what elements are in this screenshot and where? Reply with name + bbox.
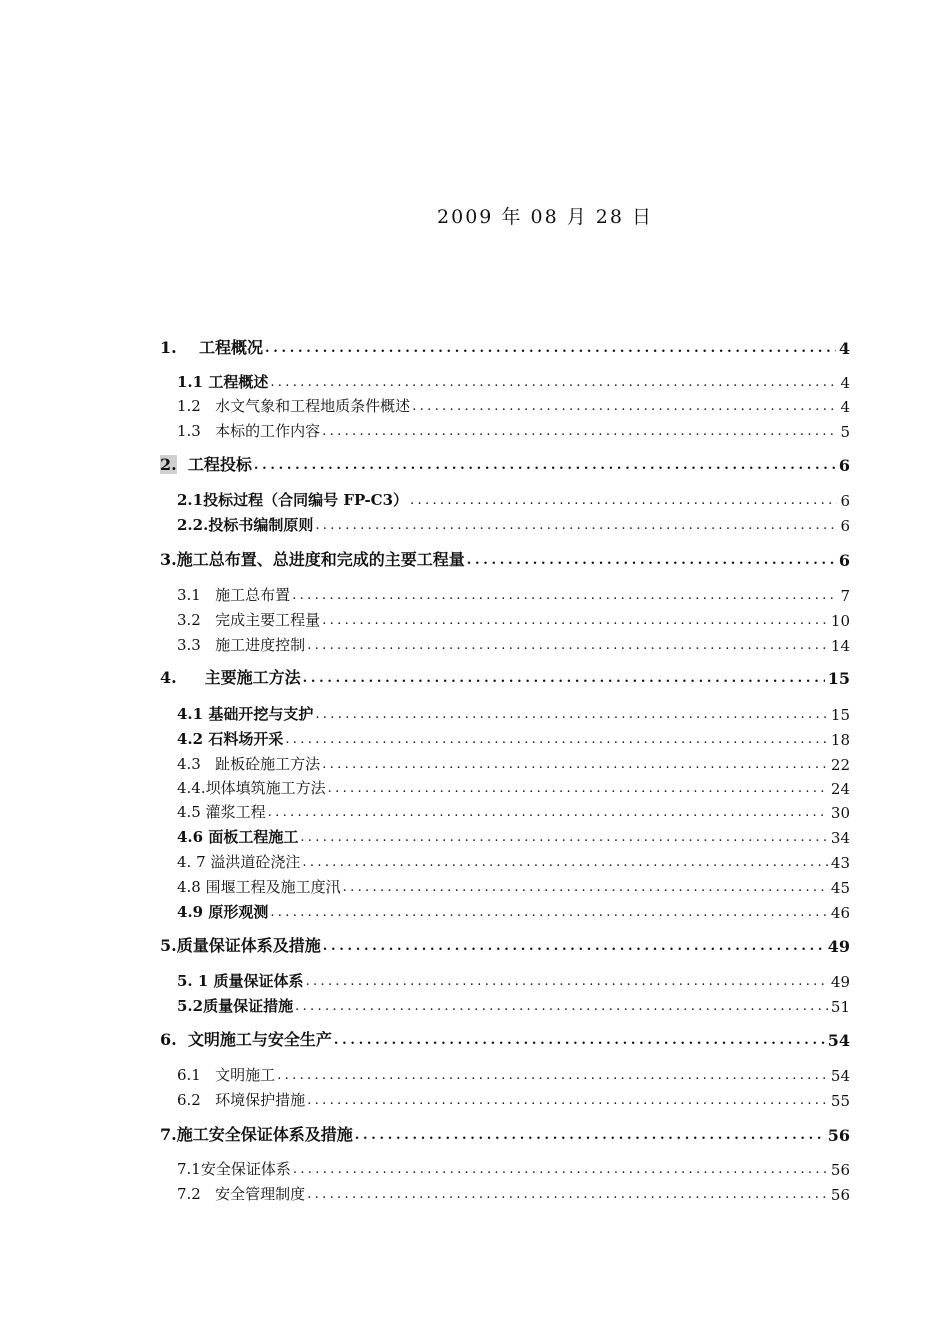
toc-entry-number: 1.2	[177, 397, 201, 415]
toc-chapter-entry[interactable]	[160, 1123, 850, 1145]
toc-page-number: 6	[840, 517, 850, 535]
toc-page-number: 56	[830, 1161, 850, 1179]
toc-entry-label: 施工进度控制	[215, 636, 306, 654]
toc-entry-number: 4.4.	[177, 779, 206, 797]
toc-entry-label: 主要施工方法	[204, 668, 301, 687]
toc-section-entry[interactable]	[177, 608, 850, 630]
toc-section-entry[interactable]	[177, 776, 850, 798]
toc-entry-title	[160, 933, 321, 956]
toc-entry-number: 5.	[160, 936, 177, 955]
toc-entry-label: 质量保证措施	[203, 997, 294, 1015]
dot-leader	[300, 831, 828, 844]
toc-page-number: 45	[830, 879, 850, 897]
toc-section-entry[interactable]	[177, 633, 850, 655]
toc-entry-label: 水文气象和工程地质条件概述	[215, 397, 411, 415]
toc-entry-label: 投标过程（合同编号 FP-C3）	[203, 491, 409, 509]
toc-section-entry[interactable]	[177, 1157, 850, 1179]
dot-leader	[307, 1094, 828, 1107]
toc-chapter-entry[interactable]	[160, 666, 850, 688]
toc-entry-title	[177, 851, 300, 872]
toc-entry-label: 完成主要工程量	[215, 611, 321, 629]
dot-leader	[322, 614, 828, 627]
toc-section-entry[interactable]	[177, 1182, 850, 1204]
toc-section-entry[interactable]	[177, 419, 850, 441]
toc-entry-number: 1.1	[177, 373, 209, 391]
toc-entry-title	[177, 514, 313, 535]
toc-entry-title	[177, 395, 410, 416]
dot-leader	[467, 554, 836, 567]
toc-entry-number: 4.8	[177, 878, 206, 896]
toc-entry-title	[177, 753, 320, 774]
toc-entry-number: 4.6	[177, 828, 209, 846]
dot-leader	[315, 708, 828, 721]
toc-entry-number: 5.2	[177, 997, 204, 1015]
dot-leader	[307, 1188, 828, 1201]
toc-page-number: 4	[840, 398, 850, 416]
dot-leader	[302, 856, 827, 869]
toc-entry-title	[177, 1183, 305, 1204]
dot-leader	[277, 1069, 828, 1082]
toc-page-number: 7	[840, 587, 850, 605]
toc-chapter-entry[interactable]	[160, 453, 850, 475]
toc-entry-title	[177, 371, 268, 392]
toc-page-number: 54	[830, 1067, 850, 1085]
toc-page-number: 46	[830, 904, 850, 922]
toc-page-number: 6	[840, 492, 850, 510]
toc-entry-title	[177, 609, 320, 630]
toc-entry-title	[177, 1064, 275, 1085]
dot-leader	[323, 940, 825, 953]
toc-section-entry[interactable]	[177, 875, 850, 897]
toc-entry-title	[177, 970, 304, 991]
toc-page-number: 54	[827, 1031, 850, 1050]
toc-entry-title	[160, 665, 301, 688]
toc-entry-number: 7.	[160, 1125, 177, 1144]
dot-leader	[254, 459, 836, 472]
toc-entry-label: 基础开挖与支护	[208, 705, 314, 723]
toc-page-number: 4	[840, 374, 850, 392]
toc-entry-number: 4.	[160, 668, 177, 687]
toc-entry-number: 2.2.	[177, 516, 209, 534]
toc-entry-title	[177, 728, 283, 749]
toc-chapter-entry[interactable]	[160, 336, 850, 358]
dot-leader	[295, 1000, 828, 1013]
toc-entry-label: 坝体填筑施工方法	[205, 779, 326, 797]
toc-entry-label: 面板工程施工	[208, 828, 299, 846]
toc-chapter-entry[interactable]	[160, 1028, 850, 1050]
toc-page-number: 49	[827, 937, 850, 956]
toc-section-entry[interactable]	[177, 994, 850, 1016]
toc-entry-number: 4. 7	[177, 853, 211, 871]
dot-leader	[285, 733, 828, 746]
toc-entry-title	[160, 1027, 332, 1050]
dot-leader	[334, 1034, 825, 1047]
toc-entry-title	[177, 901, 268, 922]
toc-entry-title	[160, 452, 252, 475]
toc-entry-label: 施工总布置	[215, 586, 291, 604]
toc-page-number: 6	[838, 456, 850, 475]
toc-entry-label: 施工总布置、总进度和完成的主要工程量	[176, 550, 465, 569]
toc-entry-label: 质量保证体系及措施	[176, 936, 321, 955]
toc-entry-label: 投标书编制原则	[208, 516, 314, 534]
toc-page-number: 30	[830, 804, 850, 822]
toc-entry-number: 6.	[160, 1030, 177, 1049]
toc-entry-title	[177, 826, 298, 847]
toc-entry-label: 安全保证体系	[200, 1160, 291, 1178]
toc-page-number: 10	[830, 612, 850, 630]
toc-section-entry[interactable]	[177, 752, 850, 774]
document-date: 2009 年 08 月 28 日	[437, 206, 653, 228]
dot-leader	[270, 906, 828, 919]
toc-page-number: 49	[830, 973, 850, 991]
toc-section-entry[interactable]	[177, 727, 850, 749]
toc-page-number: 6	[838, 551, 850, 570]
toc-entry-number: 6.1	[177, 1066, 201, 1084]
toc-section-entry[interactable]	[177, 825, 850, 847]
toc-page-number: 56	[830, 1186, 850, 1204]
toc-section-entry[interactable]	[177, 1088, 850, 1110]
toc-page-number: 51	[830, 998, 850, 1016]
dot-leader	[315, 519, 837, 532]
toc-chapter-entry[interactable]	[160, 548, 850, 570]
toc-entry-label: 趾板砼施工方法	[215, 755, 321, 773]
toc-page-number: 55	[830, 1092, 850, 1110]
dot-leader	[306, 975, 828, 988]
toc-entry-title	[177, 777, 326, 798]
toc-entry-title	[177, 420, 320, 441]
toc-entry-number: 2.	[160, 455, 177, 474]
dot-leader	[322, 425, 837, 438]
toc-entry-title	[160, 547, 465, 570]
toc-section-entry[interactable]	[177, 370, 850, 392]
toc-entry-title	[177, 801, 266, 822]
toc-entry-number: 4.9	[177, 903, 209, 921]
toc-page-number: 18	[830, 731, 850, 749]
toc-entry-label: 文明施工	[215, 1066, 276, 1084]
dot-leader	[307, 639, 828, 652]
toc-page-number: 15	[830, 706, 850, 724]
dot-leader	[410, 494, 837, 507]
toc-entry-number: 3.3	[177, 636, 201, 654]
toc-page-number: 5	[840, 423, 850, 441]
toc-page-number: 22	[830, 756, 850, 774]
dot-leader	[303, 672, 825, 685]
toc-entry-label: 质量保证体系	[213, 972, 304, 990]
toc-entry-title	[160, 1122, 353, 1145]
toc-entry-number: 4.3	[177, 755, 201, 773]
toc-entry-number: 7.2	[177, 1185, 201, 1203]
dot-leader	[293, 1163, 828, 1176]
toc-entry-number: 7.1	[177, 1160, 201, 1178]
toc-entry-label: 工程概述	[208, 373, 269, 391]
toc-entry-label: 石料场开采	[208, 730, 284, 748]
toc-page-number: 15	[827, 669, 850, 688]
dot-leader	[412, 400, 837, 413]
dot-leader	[265, 342, 836, 355]
toc-entry-label: 工程投标	[187, 455, 252, 474]
toc-entry-title	[177, 584, 290, 605]
toc-entry-title	[177, 1089, 305, 1110]
toc-entry-label: 工程概况	[198, 338, 263, 357]
dot-leader	[268, 806, 828, 819]
toc-section-entry[interactable]	[177, 488, 850, 510]
toc-entry-number: 3.2	[177, 611, 201, 629]
toc-entry-title	[177, 703, 313, 724]
toc-entry-number: 1.3	[177, 422, 201, 440]
toc-entry-number: 5. 1	[177, 972, 214, 990]
toc-section-entry[interactable]	[177, 583, 850, 605]
toc-page-number: 43	[830, 854, 850, 872]
toc-entry-label: 文明施工与安全生产	[187, 1030, 332, 1049]
toc-section-entry[interactable]	[177, 969, 850, 991]
toc-page-number: 34	[830, 829, 850, 847]
toc-entry-number: 1.	[160, 338, 177, 357]
dot-leader	[292, 589, 837, 602]
toc-entry-number: 3.	[160, 550, 177, 569]
toc-entry-title	[177, 1158, 291, 1179]
toc-entry-title	[177, 634, 305, 655]
toc-page-number: 56	[827, 1126, 850, 1145]
toc-section-entry[interactable]	[177, 394, 850, 416]
toc-entry-label: 本标的工作内容	[215, 422, 321, 440]
toc-entry-number: 4.5	[177, 803, 206, 821]
toc-chapter-entry[interactable]	[160, 934, 850, 956]
toc-section-entry[interactable]	[177, 513, 850, 535]
toc-entry-title	[177, 489, 408, 510]
toc-entry-title	[177, 876, 341, 897]
toc-section-entry[interactable]	[177, 800, 850, 822]
toc-entry-label: 原形观测	[208, 903, 269, 921]
dot-leader	[343, 881, 828, 894]
toc-entry-label: 环境保护措施	[215, 1091, 306, 1109]
dot-leader	[355, 1129, 825, 1142]
toc-entry-label: 安全管理制度	[215, 1185, 306, 1203]
toc-entry-label: 灌浆工程	[205, 803, 266, 821]
toc-page-number: 14	[830, 637, 850, 655]
toc-entry-title	[177, 995, 293, 1016]
toc-entry-label: 围堰工程及施工度汛	[205, 878, 341, 896]
toc-entry-number: 2.1	[177, 491, 204, 509]
toc-entry-number: 4.1	[177, 705, 209, 723]
toc-entry-number: 4.2	[177, 730, 209, 748]
dot-leader	[270, 376, 837, 389]
toc-entry-number: 6.2	[177, 1091, 201, 1109]
toc-section-entry[interactable]	[177, 702, 850, 724]
toc-page-number: 4	[838, 339, 850, 358]
toc-entry-label: 溢洪道砼浇注	[210, 853, 301, 871]
toc-entry-number: 3.1	[177, 586, 201, 604]
toc-section-entry[interactable]	[177, 900, 850, 922]
dot-leader	[322, 758, 828, 771]
toc-section-entry[interactable]	[177, 1063, 850, 1085]
toc-entry-label: 施工安全保证体系及措施	[176, 1125, 353, 1144]
dot-leader	[328, 782, 828, 795]
toc-page-number: 24	[830, 780, 850, 798]
toc-entry-title	[160, 335, 263, 358]
toc-section-entry[interactable]	[177, 850, 850, 872]
